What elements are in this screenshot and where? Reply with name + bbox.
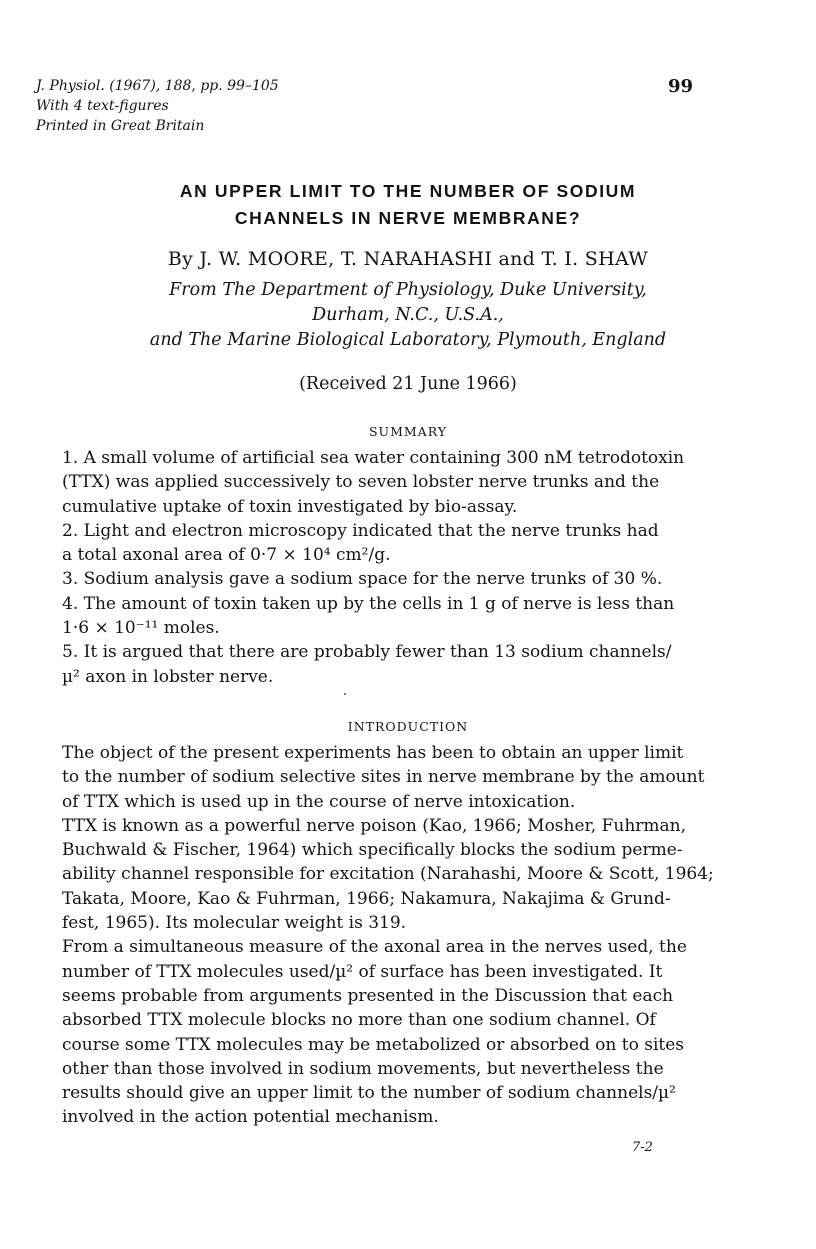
title-line: AN UPPER LIMIT TO THE NUMBER OF SODIUM (179, 181, 637, 201)
affiliation-line: From The Department of Physiology, Duke University, (169, 280, 647, 300)
text-line: ability channel responsible for excitation (Narahashi, Moore & Scott, 1964; (62, 864, 714, 885)
text-line: a total axonal area of 0·7 × 10⁴ cm²/g. (62, 545, 391, 566)
summary-body (62, 446, 692, 689)
text-line: 3. Sodium analysis gave a sodium space for the nerve trunks of 30 %. (62, 569, 663, 590)
text-line: Buchwald & Fischer, 1964) which specifically blocks the sodium perme- (62, 840, 683, 861)
text-line: to the number of sodium selective sites in nerve membrane by the amount (62, 767, 705, 788)
text-line: 1. A small volume of artificial sea water containing 300 nM tetrodotoxin (62, 448, 685, 468)
printed-note: Printed in Great Britain (36, 118, 205, 134)
text-line: 4. The amount of toxin taken up by the cells in 1 g of nerve is less than (62, 593, 675, 614)
text-line: of TTX which is used up in the course of nerve intoxication. (62, 791, 576, 812)
text-line: other than those involved in sodium movements, but nevertheless the (62, 1058, 664, 1079)
text-line: absorbed TTX molecule blocks no more than one sodium channel. Of (62, 1010, 656, 1031)
text-line: number of TTX molecules used/µ² of surface has been investigated. It (62, 961, 663, 982)
text-line: Takata, Moore, Kao & Fuhrman, 1966; Nakamura, Nakajima & Grund- (62, 888, 671, 909)
text-line: The object of the present experiments has been to obtain an upper limit (62, 743, 684, 763)
text-line: (TTX) was applied successively to seven lobster nerve trunks and the (62, 472, 660, 493)
text-line: course some TTX molecules may be metabolized or absorbed on to sites (62, 1034, 684, 1055)
affiliation (40, 278, 776, 353)
received-date: (Received 21 June 1966) (299, 374, 517, 394)
text-line: µ² axon in lobster nerve. (62, 666, 274, 687)
text-line: results should give an upper limit to the number of sodium channels/µ² (62, 1083, 676, 1104)
journal-citation: J. Physiol. (1967), 188, pp. 99–105 (36, 78, 279, 94)
figures-note: With 4 text-figures (36, 98, 169, 114)
text-line: From a simultaneous measure of the axonal area in the nerves used, the (62, 937, 687, 958)
text-line: fest, 1965). Its molecular weight is 319. (62, 913, 407, 934)
running-header (36, 76, 279, 136)
summary-heading: SUMMARY (368, 424, 447, 439)
text-line: 5. It is argued that there are probably fewer than 13 sodium channels/ (62, 642, 672, 663)
introduction-heading: INTRODUCTION (347, 719, 469, 734)
text-line: involved in the action potential mechanism. (62, 1107, 439, 1128)
text-line: 2. Light and electron microscopy indicated that the nerve trunks had (62, 520, 659, 541)
text-line: 1·6 × 10⁻¹¹ moles. (62, 618, 220, 639)
text-line: TTX is known as a powerful nerve poison (Kao, 1966; Mosher, Fuhrman, (62, 815, 687, 836)
affiliation-line: Durham, N.C., U.S.A., (312, 305, 504, 325)
stray-mark (344, 693, 346, 695)
affiliation-line: and The Marine Biological Laboratory, Plymouth, England (149, 330, 667, 350)
page-number: 99 (668, 76, 694, 97)
title-line: CHANNELS IN NERVE MEMBRANE? (234, 208, 582, 228)
text-line: seems probable from arguments presented in the Discussion that each (62, 985, 674, 1006)
introduction-body (62, 741, 714, 1130)
text-line: cumulative uptake of toxin investigated by bio-assay. (62, 496, 518, 517)
author-list: By J. W. MOORE, T. NARAHASHI and T. I. SHAW (167, 248, 649, 270)
paper-title (40, 178, 776, 232)
signature-mark: 7-2 (632, 1140, 653, 1155)
